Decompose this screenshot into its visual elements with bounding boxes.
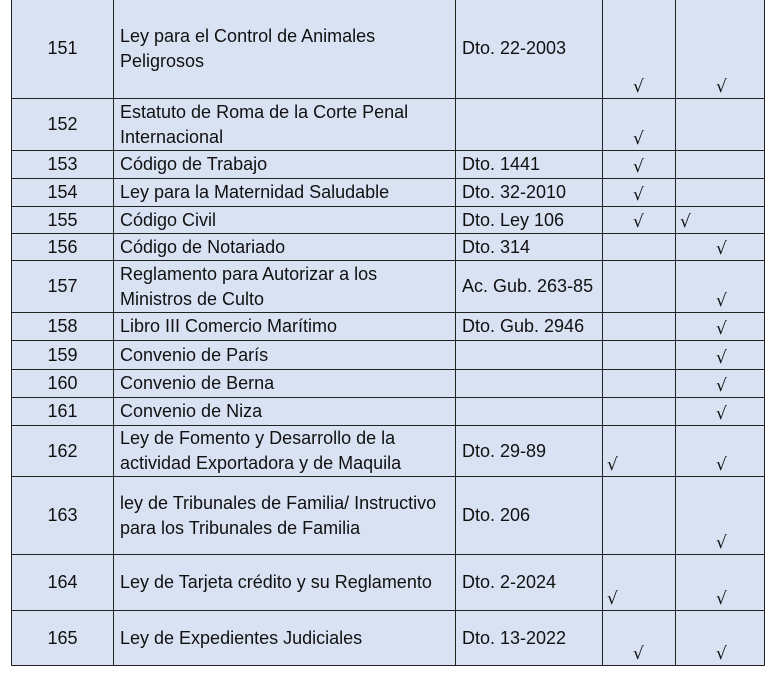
check-cell-2: [676, 398, 765, 426]
check-mark-icon: √: [716, 644, 727, 664]
check-cell-2: [676, 207, 765, 234]
check-cell-1: [603, 151, 676, 179]
check-cell-2: [676, 313, 765, 341]
row-number: 154: [12, 179, 114, 207]
row-number: 161: [12, 398, 114, 426]
row-number: 157: [12, 261, 114, 313]
row-number: 162: [12, 426, 114, 477]
decree-reference: Dto. 2-2024: [456, 555, 603, 611]
law-title: Código de Notariado: [114, 234, 456, 261]
check-cell-2: [676, 341, 765, 370]
table-row: [12, 555, 765, 611]
check-mark-icon: √: [633, 157, 644, 177]
check-cell-1: [603, 611, 676, 666]
check-cell-1: [603, 179, 676, 207]
check-cell-1: [603, 313, 676, 341]
check-cell-1: [603, 341, 676, 370]
table-row: [12, 313, 765, 341]
row-number: 155: [12, 207, 114, 234]
check-cell-2: [676, 0, 765, 99]
table-row: [12, 477, 765, 555]
decree-reference: [456, 341, 603, 370]
table-row: [12, 234, 765, 261]
decree-reference: Dto. Ley 106: [456, 207, 603, 234]
check-mark-icon: √: [716, 239, 727, 259]
decree-reference: Dto. 29-89: [456, 426, 603, 477]
check-cell-1: [603, 398, 676, 426]
decree-reference: Dto. 32-2010: [456, 179, 603, 207]
table-row: [12, 426, 765, 477]
decree-reference: [456, 99, 603, 151]
decree-reference: [456, 370, 603, 398]
check-mark-icon: √: [633, 129, 644, 149]
check-mark-icon: √: [633, 77, 644, 97]
check-cell-2: [676, 477, 765, 555]
check-cell-2: [676, 426, 765, 477]
row-number: 152: [12, 99, 114, 151]
laws-table: [11, 0, 765, 666]
law-title: Convenio de Berna: [114, 370, 456, 398]
row-number: 153: [12, 151, 114, 179]
row-number: 160: [12, 370, 114, 398]
check-cell-2: [676, 234, 765, 261]
table-row: [12, 179, 765, 207]
table-row: [12, 207, 765, 234]
check-mark-icon: √: [633, 185, 644, 205]
check-cell-2: [676, 151, 765, 179]
check-mark-icon: √: [633, 644, 644, 664]
decree-reference: Dto. 22-2003: [456, 0, 603, 99]
check-cell-1: [603, 477, 676, 555]
table-row: [12, 151, 765, 179]
check-mark-icon: √: [607, 455, 618, 475]
table-row: [12, 261, 765, 313]
check-cell-1: [603, 261, 676, 313]
table-row: [12, 99, 765, 151]
check-mark-icon: √: [716, 291, 727, 311]
table-row: [12, 341, 765, 370]
law-title: Libro III Comercio Marítimo: [114, 313, 456, 341]
check-cell-2: [676, 99, 765, 151]
check-mark-icon: √: [680, 212, 691, 232]
law-title: Convenio de Niza: [114, 398, 456, 426]
law-title: Convenio de París: [114, 341, 456, 370]
law-title: Código Civil: [114, 207, 456, 234]
check-mark-icon: √: [716, 77, 727, 97]
law-title: Ley de Expedientes Judiciales: [114, 611, 456, 666]
check-cell-1: [603, 234, 676, 261]
check-mark-icon: √: [716, 376, 727, 396]
decree-reference: [456, 398, 603, 426]
check-mark-icon: √: [716, 455, 727, 475]
table-row: [12, 0, 765, 99]
check-cell-1: [603, 555, 676, 611]
law-title: Ley de Fomento y Desarrollo de la actividad Exportadora y de Maquila: [114, 426, 456, 477]
law-title: Código de Trabajo: [114, 151, 456, 179]
decree-reference: Dto. 206: [456, 477, 603, 555]
check-cell-2: [676, 261, 765, 313]
law-title: Ley para la Maternidad Saludable: [114, 179, 456, 207]
law-title: ley de Tribunales de Familia/ Instructivo para los Tribunales de Familia: [114, 477, 456, 555]
check-mark-icon: √: [716, 533, 727, 553]
check-cell-1: [603, 99, 676, 151]
check-cell-2: [676, 555, 765, 611]
decree-reference: Dto. 314: [456, 234, 603, 261]
row-number: 158: [12, 313, 114, 341]
row-number: 159: [12, 341, 114, 370]
table-row: [12, 611, 765, 666]
check-cell-1: [603, 426, 676, 477]
row-number: 156: [12, 234, 114, 261]
law-title: Ley para el Control de Animales Peligrosos: [114, 0, 456, 99]
row-number: 164: [12, 555, 114, 611]
table-row: [12, 370, 765, 398]
check-mark-icon: √: [633, 212, 644, 232]
law-title: Estatuto de Roma de la Corte Penal Internacional: [114, 99, 456, 151]
law-title: Reglamento para Autorizar a los Ministros de Culto: [114, 261, 456, 313]
decree-reference: Dto. 13-2022: [456, 611, 603, 666]
check-mark-icon: √: [716, 319, 727, 339]
row-number: 151: [12, 0, 114, 99]
check-mark-icon: √: [716, 404, 727, 424]
law-title: Ley de Tarjeta crédito y su Reglamento: [114, 555, 456, 611]
row-number: 165: [12, 611, 114, 666]
check-cell-1: [603, 370, 676, 398]
table-row: [12, 398, 765, 426]
check-cell-2: [676, 370, 765, 398]
decree-reference: Ac. Gub. 263-85: [456, 261, 603, 313]
check-cell-2: [676, 179, 765, 207]
check-cell-2: [676, 611, 765, 666]
check-mark-icon: √: [607, 589, 618, 609]
check-mark-icon: √: [716, 348, 727, 368]
decree-reference: Dto. 1441: [456, 151, 603, 179]
check-cell-1: [603, 207, 676, 234]
check-mark-icon: √: [716, 589, 727, 609]
row-number: 163: [12, 477, 114, 555]
decree-reference: Dto. Gub. 2946: [456, 313, 603, 341]
check-cell-1: [603, 0, 676, 99]
